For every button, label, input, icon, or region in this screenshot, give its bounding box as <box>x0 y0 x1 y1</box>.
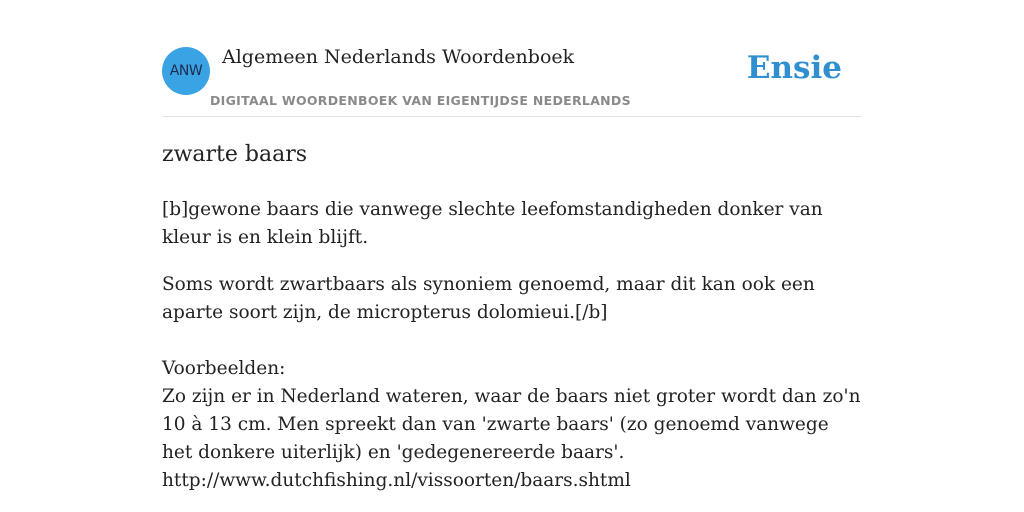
source-link[interactable]: http://www.dutchfishing.nl/vissoorten/baars.shtml <box>162 470 631 491</box>
definition-paragraph: Soms wordt zwartbaars als synoniem genoemd, maar dit kan ook een aparte soort zijn, de micropterus dolomieui.[/b] <box>162 274 815 323</box>
site-header <box>162 0 862 117</box>
site-subtitle: DIGITAAL WOORDENBOEK VAN EIGENTIJDSE NEDERLANDS <box>210 93 631 108</box>
anw-logo[interactable]: ANW <box>162 47 210 95</box>
example-text: Zo zijn er in Nederland wateren, waar de baars niet groter wordt dan zo'n 10 à 13 cm. Men spreekt dan van 'zwarte baars' (zo genoemd vanwege het donkere uiterlijk) en 'gedegenereerde baars'. <box>162 386 861 463</box>
site-title[interactable]: Algemeen Nederlands Woordenboek <box>222 46 575 68</box>
entry-term: zwarte baars <box>162 142 308 167</box>
ensie-brand-logo[interactable]: Ensie <box>746 50 842 86</box>
entry-content <box>162 140 862 495</box>
examples-section <box>162 355 862 495</box>
examples-label: Voorbeelden: <box>162 358 286 379</box>
definition-paragraph: [b]gewone baars die vanwege slechte leefomstandigheden donker van kleur is en klein blijft. <box>162 199 823 248</box>
entry-definition <box>162 196 862 327</box>
